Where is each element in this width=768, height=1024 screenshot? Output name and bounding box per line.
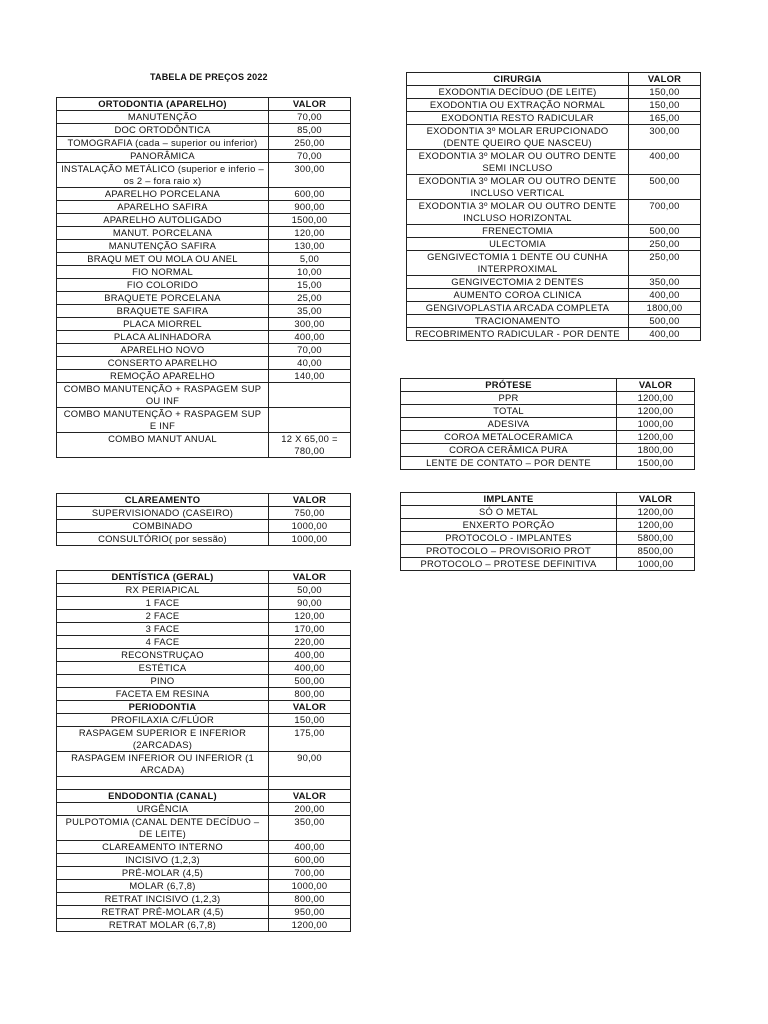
item-label: ORTODONTIA (APARELHO) [57, 98, 269, 111]
item-value: 250,00 [629, 251, 701, 276]
item-label: 3 FACE [57, 623, 269, 636]
item-value: 200,00 [269, 803, 351, 816]
table-row [57, 201, 351, 214]
item-label: COMBO MANUT ANUAL [57, 433, 269, 458]
table-row [57, 906, 351, 919]
item-value: 500,00 [629, 175, 701, 200]
item-value [269, 383, 351, 408]
item-value: 120,00 [269, 610, 351, 623]
item-value: 70,00 [269, 150, 351, 163]
item-label: TOMOGRAFIA (cada – superior ou inferior) [57, 137, 269, 150]
item-label: PANORÂMICA [57, 150, 269, 163]
item-value: 150,00 [269, 714, 351, 727]
item-value: 400,00 [269, 331, 351, 344]
item-value: VALOR [269, 494, 351, 507]
table-row [57, 383, 351, 408]
table-row [407, 175, 701, 200]
table-row [407, 200, 701, 225]
item-value: 70,00 [269, 344, 351, 357]
item-value: 1200,00 [617, 431, 695, 444]
table-row [57, 188, 351, 201]
table-row [57, 816, 351, 841]
item-value: 400,00 [269, 841, 351, 854]
item-value: 35,00 [269, 305, 351, 318]
item-label: COMBINADO [57, 520, 269, 533]
table-row [401, 392, 695, 405]
item-value: 1500,00 [617, 457, 695, 470]
table-row [57, 408, 351, 433]
item-value: 400,00 [629, 328, 701, 341]
item-value: 175,00 [269, 727, 351, 752]
item-label: PROTOCOLO – PROTESE DEFINITIVA [401, 558, 617, 571]
table-row [407, 86, 701, 99]
item-value: 600,00 [269, 854, 351, 867]
item-label: PULPOTOMIA (CANAL DENTE DECÍDUO – DE LEITE) [57, 816, 269, 841]
table-row [57, 649, 351, 662]
table-row [57, 854, 351, 867]
item-label: BRAQUETE PORCELANA [57, 292, 269, 305]
table-row [57, 163, 351, 188]
item-value: 700,00 [269, 867, 351, 880]
item-value: 70,00 [269, 111, 351, 124]
item-label: INSTALAÇÃO METÁLICO (superior e inferio – os 2 – fora raio x) [57, 163, 269, 188]
item-value: VALOR [617, 493, 695, 506]
table-row [57, 893, 351, 906]
table-row [407, 238, 701, 251]
item-value: 800,00 [269, 893, 351, 906]
item-label: REMOÇÃO APARELHO [57, 370, 269, 383]
item-value: 500,00 [269, 675, 351, 688]
item-label: PPR [401, 392, 617, 405]
item-label: APARELHO SAFIRA [57, 201, 269, 214]
item-label: INCISIVO (1,2,3) [57, 854, 269, 867]
item-value: VALOR [617, 379, 695, 392]
item-label: COROA METALOCERAMICA [401, 431, 617, 444]
table-row [407, 225, 701, 238]
item-label: ESTÉTICA [57, 662, 269, 675]
item-value: 400,00 [269, 662, 351, 675]
table-row [57, 344, 351, 357]
table-row [407, 150, 701, 175]
cirurgia-table [406, 72, 701, 341]
table-row [57, 841, 351, 854]
item-label: PERIODONTIA [57, 701, 269, 714]
item-value: 1000,00 [269, 880, 351, 893]
protese-table [400, 378, 695, 470]
item-label: MOLAR (6,7,8) [57, 880, 269, 893]
item-value: 120,00 [269, 227, 351, 240]
item-label: PRÓTESE [401, 379, 617, 392]
item-label: ADESIVA [401, 418, 617, 431]
item-value: 12 X 65,00 = 780,00 [269, 433, 351, 458]
item-label: RETRAT INCISIVO (1,2,3) [57, 893, 269, 906]
item-label: CONSULTÓRIO( por sessão) [57, 533, 269, 546]
table-row [57, 227, 351, 240]
table-row [57, 520, 351, 533]
table-row [407, 289, 701, 302]
item-value: VALOR [269, 701, 351, 714]
item-value: 90,00 [269, 597, 351, 610]
table-row [57, 279, 351, 292]
table-row [57, 137, 351, 150]
item-label: CIRURGIA [407, 73, 629, 86]
item-value: VALOR [269, 98, 351, 111]
table-row [57, 266, 351, 279]
item-label: MANUTENÇÃO [57, 111, 269, 124]
table-row [57, 623, 351, 636]
item-label: FACETA EM RESINA [57, 688, 269, 701]
item-value: 1200,00 [617, 405, 695, 418]
item-value: 800,00 [269, 688, 351, 701]
item-label: TOTAL [401, 405, 617, 418]
item-value: VALOR [629, 73, 701, 86]
item-value: 1800,00 [617, 444, 695, 457]
item-label: RASPAGEM INFERIOR OU INFERIOR (1 ARCADA) [57, 752, 269, 777]
table-row [401, 558, 695, 571]
table-row [57, 357, 351, 370]
item-value: 140,00 [269, 370, 351, 383]
item-label: RASPAGEM SUPERIOR E INFERIOR (2ARCADAS) [57, 727, 269, 752]
item-label: COROA CERÂMICA PURA [401, 444, 617, 457]
item-label: 1 FACE [57, 597, 269, 610]
item-label: DENTÍSTICA (GERAL) [57, 571, 269, 584]
item-value: 500,00 [629, 315, 701, 328]
item-label: EXODONTIA OU EXTRAÇÃO NORMAL [407, 99, 629, 112]
item-value: 400,00 [269, 649, 351, 662]
item-label: EXODONTIA 3º MOLAR ERUPCIONADO (DENTE QUEIRO QUE NASCEU) [407, 125, 629, 150]
table-row [57, 433, 351, 458]
item-label: ULECTOMIA [407, 238, 629, 251]
table-row [407, 328, 701, 341]
table-row [407, 315, 701, 328]
table-row [57, 752, 351, 777]
item-label: PLACA ALINHADORA [57, 331, 269, 344]
item-value: VALOR [269, 790, 351, 803]
table-row [57, 688, 351, 701]
item-label: SÓ O METAL [401, 506, 617, 519]
item-label: BRAQU MET OU MOLA OU ANEL [57, 253, 269, 266]
item-value: 1800,00 [629, 302, 701, 315]
table-header-row [57, 571, 351, 584]
table-row [57, 584, 351, 597]
item-label: EXODONTIA DECÍDUO (DE LEITE) [407, 86, 629, 99]
item-label: 4 FACE [57, 636, 269, 649]
item-value: 150,00 [629, 99, 701, 112]
item-label: 2 FACE [57, 610, 269, 623]
item-label: RETRAT PRÉ-MOLAR (4,5) [57, 906, 269, 919]
table-row [401, 418, 695, 431]
item-label: AUMENTO COROA CLINICA [407, 289, 629, 302]
item-value: 15,00 [269, 279, 351, 292]
item-label: GENGIVECTOMIA 2 DENTES [407, 276, 629, 289]
item-value: 1000,00 [617, 558, 695, 571]
item-label: FIO COLORIDO [57, 279, 269, 292]
item-label: TRACIONAMENTO [407, 315, 629, 328]
item-value: 1000,00 [269, 533, 351, 546]
item-value: 250,00 [629, 238, 701, 251]
item-label: DOC ORTODÔNTICA [57, 124, 269, 137]
item-label: GENGIVECTOMIA 1 DENTE OU CUNHA INTERPROXIMAL [407, 251, 629, 276]
table-row [57, 727, 351, 752]
item-value: 220,00 [269, 636, 351, 649]
item-label: URGÊNCIA [57, 803, 269, 816]
table-row [57, 636, 351, 649]
item-label: RX PERIAPICAL [57, 584, 269, 597]
table-row [401, 519, 695, 532]
table-row [57, 662, 351, 675]
item-value: 350,00 [269, 816, 351, 841]
table-row [57, 533, 351, 546]
item-value: 900,00 [269, 201, 351, 214]
clareamento-table [56, 493, 351, 546]
table-header-row [57, 98, 351, 111]
item-label: CONSERTO APARELHO [57, 357, 269, 370]
dentistica-table [56, 570, 351, 932]
item-label: LENTE DE CONTATO – POR DENTE [401, 457, 617, 470]
table-row [401, 545, 695, 558]
item-value: 40,00 [269, 357, 351, 370]
item-label: IMPLANTE [401, 493, 617, 506]
item-value: 165,00 [629, 112, 701, 125]
item-label: PROTOCOLO – PROVISORIO PROT [401, 545, 617, 558]
item-label: EXODONTIA 3º MOLAR OU OUTRO DENTE SEMI INCLUSO [407, 150, 629, 175]
implante-table [400, 492, 695, 571]
item-value: 300,00 [269, 163, 351, 188]
section-header-row [57, 701, 351, 714]
table-row [401, 444, 695, 457]
item-value: 1200,00 [617, 392, 695, 405]
item-value: 50,00 [269, 584, 351, 597]
table-row [57, 305, 351, 318]
table-row [57, 803, 351, 816]
item-label: CLAREAMENTO [57, 494, 269, 507]
table-row [57, 507, 351, 520]
item-value: 1200,00 [269, 919, 351, 932]
table-row [57, 253, 351, 266]
section-header-row [57, 790, 351, 803]
table-row [57, 292, 351, 305]
item-value: 1500,00 [269, 214, 351, 227]
item-value: 1200,00 [617, 506, 695, 519]
item-label: MANUTENÇÃO SAFIRA [57, 240, 269, 253]
item-value: 500,00 [629, 225, 701, 238]
table-row [57, 331, 351, 344]
item-label: COMBO MANUTENÇÃO + RASPAGEM SUP OU INF [57, 383, 269, 408]
item-value: 250,00 [269, 137, 351, 150]
item-value: 300,00 [269, 318, 351, 331]
table-row [401, 506, 695, 519]
item-label: APARELHO NOVO [57, 344, 269, 357]
item-value: 170,00 [269, 623, 351, 636]
item-value: 8500,00 [617, 545, 695, 558]
item-label: COMBO MANUTENÇÃO + RASPAGEM SUP E INF [57, 408, 269, 433]
spacer-row [57, 777, 351, 790]
item-value: 25,00 [269, 292, 351, 305]
item-label: CLAREAMENTO INTERNO [57, 841, 269, 854]
empty-cell [57, 777, 269, 790]
table-row [407, 251, 701, 276]
table-row [57, 714, 351, 727]
table-row [407, 112, 701, 125]
item-value: 1200,00 [617, 519, 695, 532]
item-value: 1000,00 [617, 418, 695, 431]
table-row [407, 276, 701, 289]
item-label: APARELHO AUTOLIGADO [57, 214, 269, 227]
item-label: FIO NORMAL [57, 266, 269, 279]
table-header-row [401, 493, 695, 506]
table-row [57, 124, 351, 137]
item-label: EXODONTIA RESTO RADICULAR [407, 112, 629, 125]
table-row [401, 532, 695, 545]
item-label: RETRAT MOLAR (6,7,8) [57, 919, 269, 932]
table-header-row [401, 379, 695, 392]
table-row [57, 675, 351, 688]
item-value: 130,00 [269, 240, 351, 253]
item-label: PROTOCOLO - IMPLANTES [401, 532, 617, 545]
item-value: 150,00 [629, 86, 701, 99]
item-value: 950,00 [269, 906, 351, 919]
item-value: 750,00 [269, 507, 351, 520]
item-label: RECONSTRUÇAO [57, 649, 269, 662]
table-row [407, 302, 701, 315]
item-label: BRAQUETE SAFIRA [57, 305, 269, 318]
table-row [57, 867, 351, 880]
table-row [401, 431, 695, 444]
page-title: TABELA DE PREÇOS 2022 [150, 72, 268, 82]
item-label: GENGIVOPLASTIA ARCADA COMPLETA [407, 302, 629, 315]
item-label: EXODONTIA 3º MOLAR OU OUTRO DENTE INCLUSO HORIZONTAL [407, 200, 629, 225]
item-label: FRENECTOMIA [407, 225, 629, 238]
table-header-row [57, 494, 351, 507]
item-value: 90,00 [269, 752, 351, 777]
item-value: 1000,00 [269, 520, 351, 533]
table-row [407, 99, 701, 112]
item-label: PRÉ-MOLAR (4,5) [57, 867, 269, 880]
table-row [57, 610, 351, 623]
item-value: 300,00 [629, 125, 701, 150]
item-value [269, 408, 351, 433]
item-value: 350,00 [629, 276, 701, 289]
table-row [401, 457, 695, 470]
table-row [57, 214, 351, 227]
item-label: MANUT. PORCELANA [57, 227, 269, 240]
item-label: ENDODONTIA (CANAL) [57, 790, 269, 803]
item-value: 400,00 [629, 150, 701, 175]
item-value: 600,00 [269, 188, 351, 201]
table-row [57, 111, 351, 124]
item-label: EXODONTIA 3º MOLAR OU OUTRO DENTE INCLUSO VERTICAL [407, 175, 629, 200]
item-value: 5800,00 [617, 532, 695, 545]
item-value: VALOR [269, 571, 351, 584]
table-row [57, 240, 351, 253]
item-label: APARELHO PORCELANA [57, 188, 269, 201]
item-label: PROFILAXIA C/FLÚOR [57, 714, 269, 727]
table-row [407, 125, 701, 150]
table-header-row [407, 73, 701, 86]
table-row [57, 597, 351, 610]
item-value: 85,00 [269, 124, 351, 137]
table-row [57, 370, 351, 383]
item-label: ENXERTO PORÇÃO [401, 519, 617, 532]
item-value: 5,00 [269, 253, 351, 266]
table-row [401, 405, 695, 418]
table-row [57, 318, 351, 331]
item-label: RECOBRIMENTO RADICULAR - POR DENTE [407, 328, 629, 341]
item-label: PINO [57, 675, 269, 688]
table-row [57, 919, 351, 932]
table-row [57, 150, 351, 163]
item-value: 10,00 [269, 266, 351, 279]
ortodontia-table [56, 97, 351, 458]
item-label: PLACA MIORREL [57, 318, 269, 331]
item-value: 700,00 [629, 200, 701, 225]
empty-cell [269, 777, 351, 790]
item-value: 400,00 [629, 289, 701, 302]
item-label: SUPERVISIONADO (CASEIRO) [57, 507, 269, 520]
table-row [57, 880, 351, 893]
